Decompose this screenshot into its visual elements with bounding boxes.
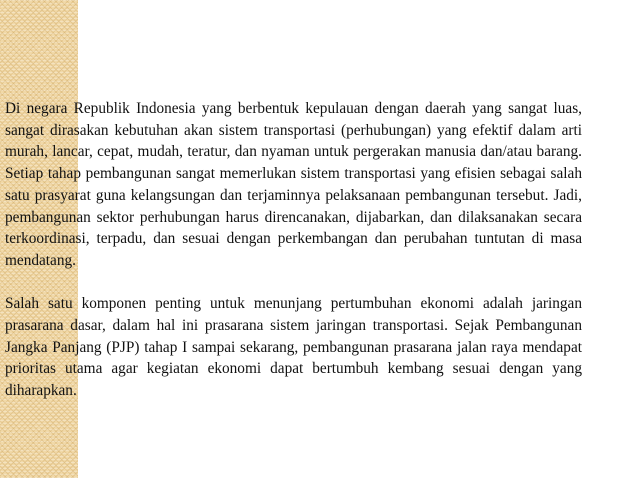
paragraph-transport-need: Di negara Republik Indonesia yang berbentuk kepulauan dengan daerah yang sangat luas, sangat dirasakan kebutuhan akan sistem transportasi (perhubungan) yang efektif dalam arti murah, lancar, cepat, mudah, teratur, dan nyaman untuk pergerakan manusia dan/atau barang. Setiap tahap pembangunan sangat memerlukan sistem transportasi yang efisien sebagai salah satu prasyarat guna kelangsungan dan terjaminnya pelaksanaan pembangunan tersebut. Jadi, pembangunan sektor perhubungan harus direncanakan, dijabarkan, dan dilaksanakan secara terkoordinasi, terpadu, dan sesuai dengan perkembangan dan perubahan tuntutan di masa mendatang. (5, 100, 582, 269)
slide-body-text (5, 98, 582, 402)
paragraph-economic-infrastructure: Salah satu komponen penting untuk menunjang pertumbuhan ekonomi adalah jaringan prasarana dasar, dalam hal ini prasarana sistem jaringan transportasi. Sejak Pembangunan Jangka Panjang (PJP) tahap I sampai sekarang, pembangunan prasarana jalan raya mendapat prioritas utama agar kegiatan ekonomi dapat bertumbuh kembang sesuai dengan yang diharapkan. (5, 295, 582, 400)
